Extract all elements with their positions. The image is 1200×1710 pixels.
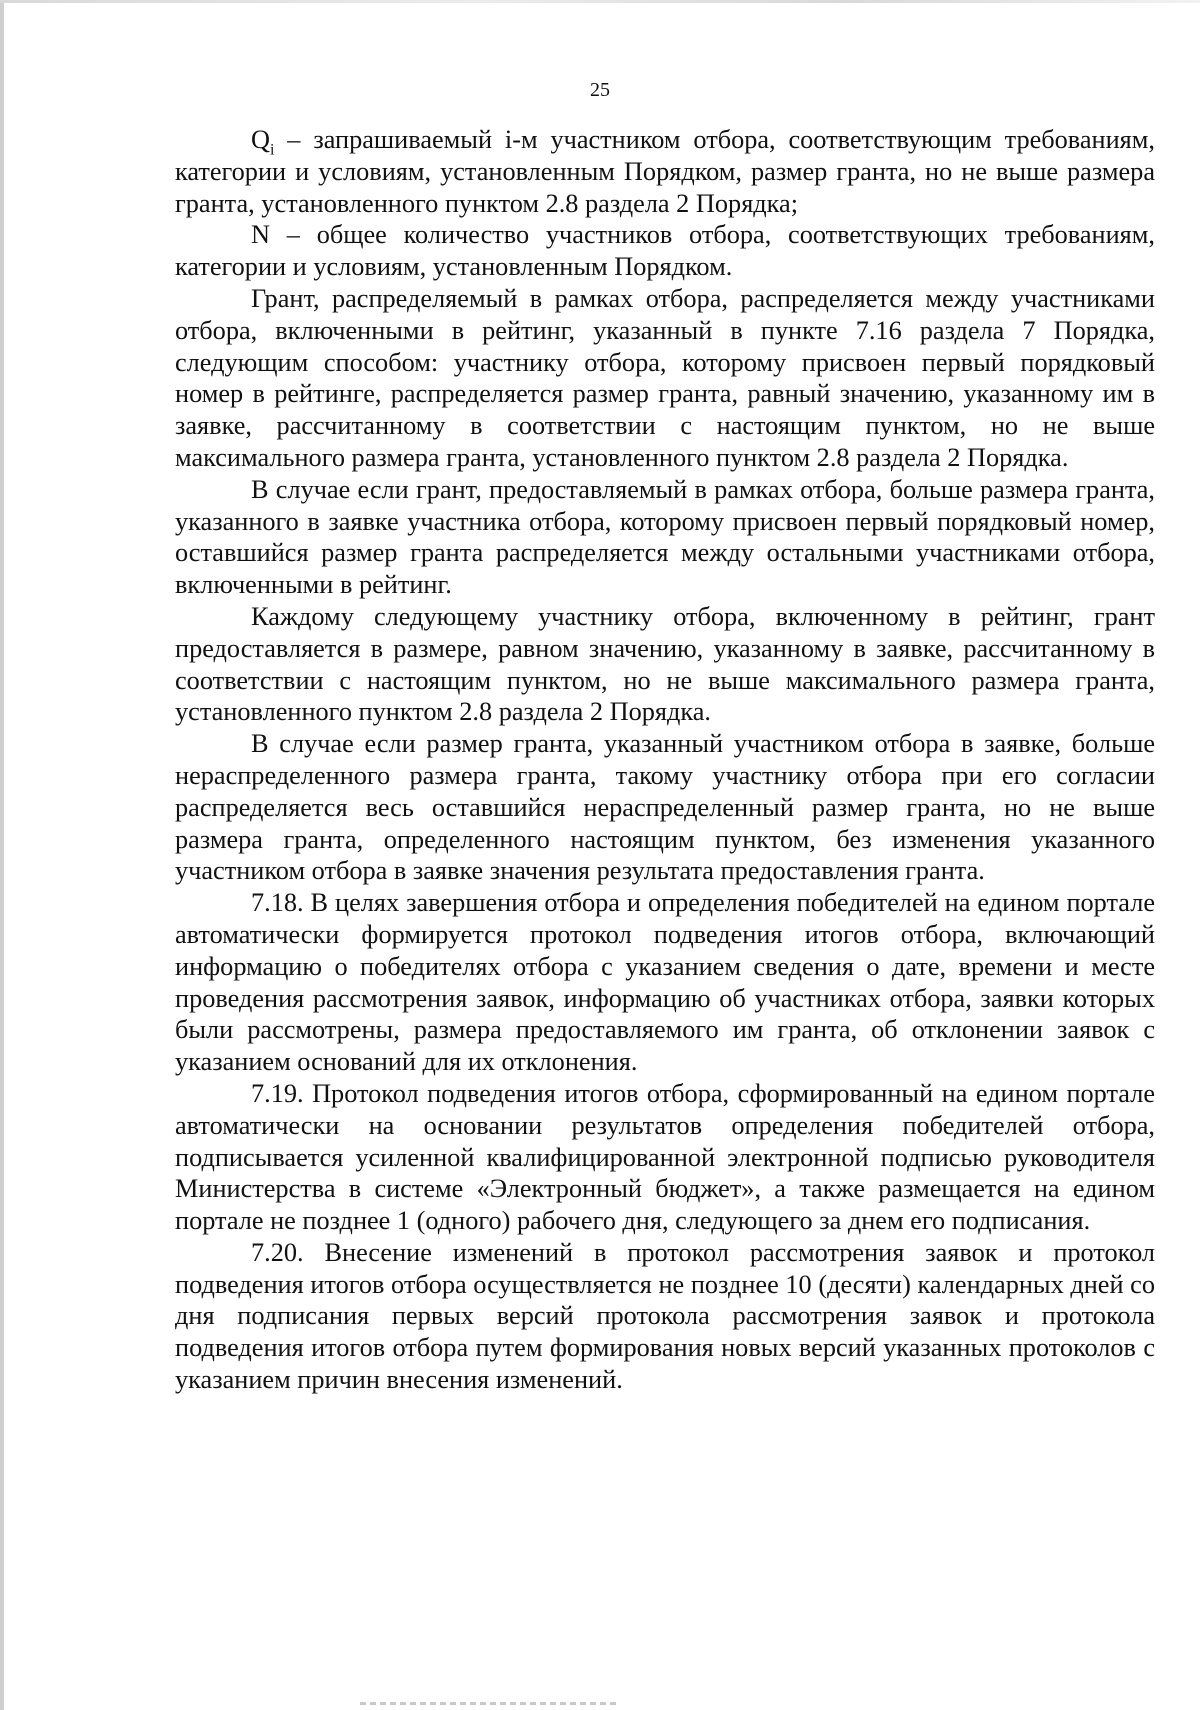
formula-subscript: i [270,141,275,159]
scan-top-edge [0,0,1200,3]
paragraph-grant-distribution: Грант, распределяемый в рамках отбора, распределяется между участниками отбора, включенными в рейтинг, указанный в пункте 7.16 раздела 7 Порядка, следующим способом: участнику отбора, которому присвоен первый порядковый номер в рейтинге, распределяется размер гранта, равный значению, указанному им в заявке, рассчитанному в соответствии с настоящим пунктом, но не выше максимального размера гранта, установленного пунктом 2.8 раздела 2 Порядка. [175,283,1155,472]
paragraph-text: – запрашиваемый i-м участником отбора, соответствующим требованиям, категории и условиям, установленным Порядком, размер гранта, но не выше размера гранта, установленного пунктом 2.8 раздела 2 Порядка; [175,125,1155,218]
scan-left-edge [0,0,4,1710]
paragraph-7-20: 7.20. Внесение изменений в протокол рассмотрения заявок и протокол подведения итогов отбора осуществляется не позднее 10 (десяти) календарных дней со дня подписания первых версий протокола рассмотрения заявок и протокола подведения итогов отбора путем формирования новых версий указанных протоколов с указанием причин внесения изменений. [175,1237,1155,1395]
paragraph-qi-definition [175,124,1155,219]
formula-symbol: Q [251,125,270,154]
paragraph-next-participant: Каждому следующему участнику отбора, включенному в рейтинг, грант предоставляется в размере, равном значению, указанному в заявке, рассчитанному в соответствии с настоящим пунктом, но не выше максимального размера гранта, установленного пунктом 2.8 раздела 2 Порядка. [175,601,1155,727]
page-number: 25 [590,79,610,101]
document-body [175,124,1155,1396]
paragraph-7-19: 7.19. Протокол подведения итогов отбора, сформированный на едином портале автоматически на основании результатов определения победителей отбора, подписывается усиленной квалифицированной электронной подписью руководителя Министерства в системе «Электронный бюджет», а также размещается на едином портале не позднее 1 (одного) рабочего дня, следующего за днем его подписания. [175,1078,1155,1236]
paragraph-7-18: 7.18. В целях завершения отбора и определения победителей на едином портале автоматически формируется протокол подведения итогов отбора, включающий информацию о победителях отбора с указанием сведения о дате, времени и месте проведения рассмотрения заявок, информацию об участниках отбора, заявки которых были рассмотрены, размера предоставляемого им гранта, об отклонении заявок с указанием оснований для их отклонения. [175,888,1155,1077]
paragraph-undistributed-grant: В случае если размер гранта, указанный участником отбора в заявке, больше нераспределенного размера гранта, такому участнику отбора при его согласии распределяется весь оставшийся нераспределенный размер гранта, но не выше размера гранта, определенного настоящим пунктом, без изменения указанного участником отбора в заявке значения результата предоставления гранта. [175,729,1155,886]
paragraph-remaining-grant: В случае если грант, предоставляемый в рамках отбора, больше размера гранта, указанного в заявке участника отбора, которому присвоен первый порядковый номер, оставшийся размер гранта распределяется между остальными участниками отбора, включенными в рейтинг. [175,474,1155,600]
paragraph-n-definition: N – общее количество участников отбора, соответствующих требованиям, категории и условиям, установленным Порядком. [175,220,1155,282]
scan-bottom-artifact [360,1702,620,1705]
